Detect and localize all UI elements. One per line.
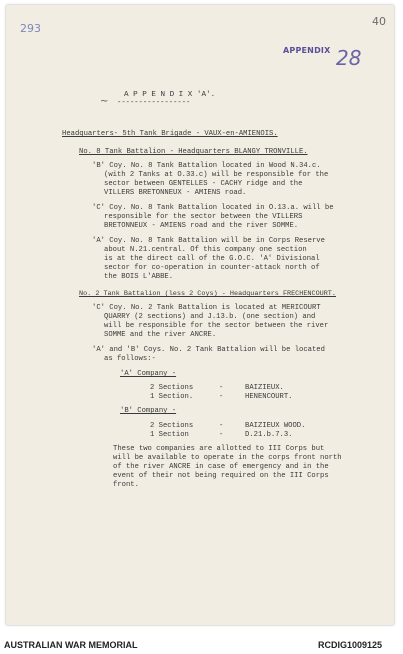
location: BAIZIEUX.: [245, 384, 284, 392]
section-count: 1 Section: [150, 431, 189, 439]
text-line: will be available to operate in the corps front north: [113, 454, 342, 462]
section-count: 1 Section.: [150, 393, 194, 401]
company-a-label: 'A' Company -: [120, 370, 177, 378]
row-dash: -: [219, 422, 224, 430]
title-rule: -----------------: [117, 99, 191, 107]
text-line: QUARRY (2 sections) and J.13.b. (one section) and: [104, 313, 316, 321]
text-line: front.: [113, 481, 139, 489]
pencil-mark: ~: [100, 96, 109, 107]
text-line: sector for co-operation in counter-attack north of: [104, 264, 320, 272]
appendix-stamp: APPENDIX: [283, 46, 331, 55]
text-line: SOMME and the river ANCRE.: [104, 331, 217, 339]
text-line: as follows:-: [104, 355, 156, 363]
text-line: VILLERS BRETONNEUX - AMIENS road.: [104, 189, 247, 197]
page-title: A P P E N D I X 'A'.: [124, 91, 216, 99]
row-dash: -: [219, 431, 224, 439]
text-line: responsible for the sector between the VILLERS: [104, 213, 303, 221]
brigade-headquarters-heading: Headquarters- 5th Tank Brigade - VAUX-en-AMIENOIS.: [62, 130, 278, 138]
row-dash: -: [219, 393, 224, 401]
text-line: (with 2 Tanks at O.33.c) will be responsible for the: [104, 171, 329, 179]
text-line: 'B' Coy. No. 8 Tank Battalion located in Wood N.34.c.: [92, 162, 321, 170]
text-line: sector between GENTELLES - CACHY ridge and the: [104, 180, 303, 188]
text-line: the BOIS L'ABBE.: [104, 273, 174, 281]
page-number: 40: [372, 15, 386, 28]
text-line: about N.21.central. Of this company one section: [104, 246, 307, 254]
appendix-number-handwritten: 28: [336, 46, 362, 70]
text-line: of the river ANCRE in case of emergency and in the: [113, 463, 329, 471]
text-line: will be responsible for the sector between the river: [104, 322, 329, 330]
text-line: BRETONNEUX - AMIENS road and the river SOMME.: [104, 222, 299, 230]
text-line: 'A' Coy. No. 8 Tank Battalion will be in Corps Reserve: [92, 237, 325, 245]
location: BAIZIEUX WOOD.: [245, 422, 306, 430]
text-line: 'A' and 'B' Coys. No. 2 Tank Battalion will be located: [92, 346, 325, 354]
location: HENENCOURT.: [245, 393, 293, 401]
battalion-8-heading: No. 8 Tank Battalion - Headquarters BLANGY TRONVILLE.: [79, 148, 308, 156]
footer-institution: AUSTRALIAN WAR MEMORIAL: [4, 640, 138, 650]
text-line: 'C' Coy. No. 2 Tank Battalion is located at MERICOURT: [92, 304, 321, 312]
section-count: 2 Sections: [150, 422, 194, 430]
battalion-2-heading: No. 2 Tank Battalion (less 2 Coys) - Headquarters FRECHENCOURT.: [79, 290, 336, 298]
section-count: 2 Sections: [150, 384, 194, 392]
text-line: event of their not being required on the III Corps: [113, 472, 329, 480]
text-line: is at the direct call of the G.O.C. 'A' Divisional: [104, 255, 320, 263]
company-b-label: 'B' Company -: [120, 407, 177, 415]
text-line: These two companies are allotted to III Corps but: [113, 445, 325, 453]
text-line: 'C' Coy. No. 8 Tank Battalion located in O.13.a. will be: [92, 204, 334, 212]
footer-record-id: RCDIG1009125: [318, 640, 383, 650]
row-dash: -: [219, 384, 224, 392]
location: D.21.b.7.3.: [245, 431, 293, 439]
corner-archive-number: 293: [20, 22, 41, 35]
